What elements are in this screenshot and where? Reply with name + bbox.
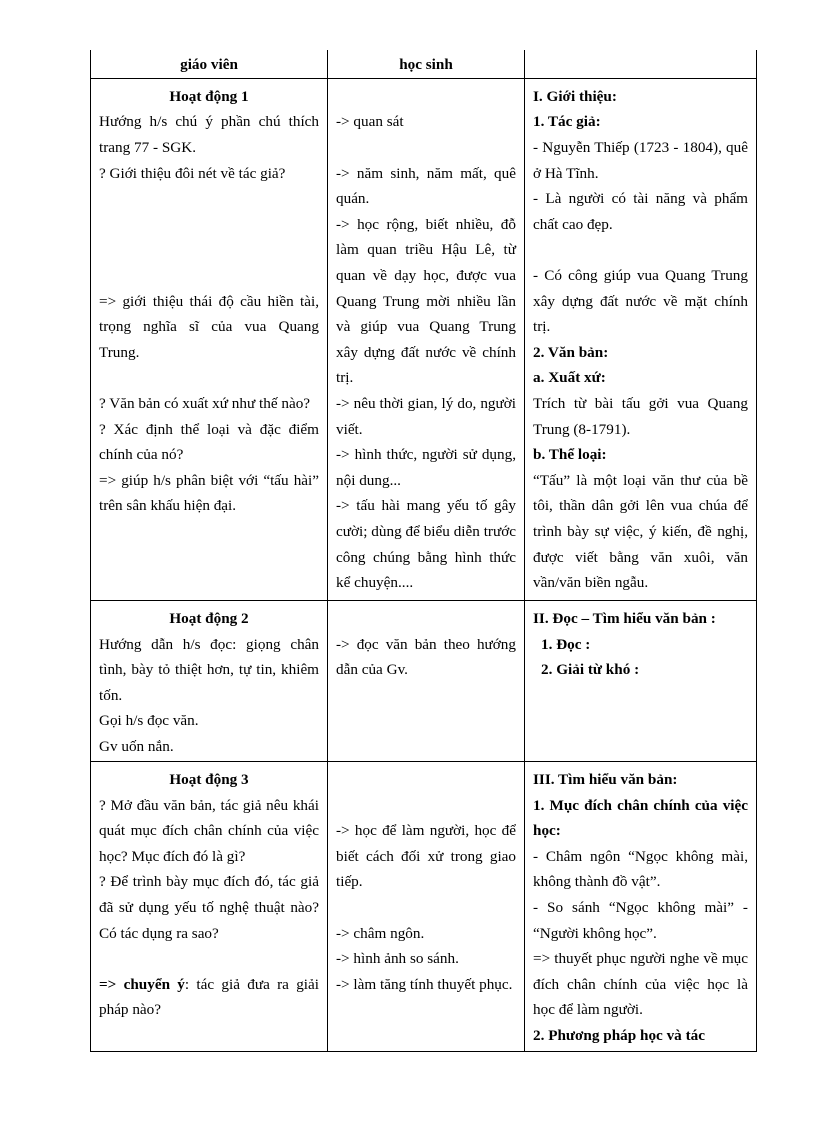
teacher-text: => giới thiệu thái độ cầu hiền tài, trọng nghĩa sĩ của vua Quang Trung. (99, 292, 319, 361)
section-heading: I. Giới thiệu: (533, 87, 617, 105)
teacher-text: ? Xác định thể loại và đặc điểm chính của nó? (99, 420, 319, 464)
content-text: - Châm ngôn “Ngọc không mài, không thành đồ vật”. (533, 847, 748, 891)
subsection-heading: 2. Văn bản: (533, 343, 609, 361)
transition-label: => chuyển ý (99, 975, 185, 993)
subsection-heading: 1. Mục đích chân chính của việc học: (533, 796, 748, 840)
content-cell (525, 601, 757, 762)
student-text: -> hình ảnh so sánh. (336, 950, 459, 968)
content-text: - Có công giúp vua Quang Trung xây dựng đất nước về mặt chính trị. (533, 266, 748, 336)
subsection-heading: 2. Giải từ khó : (541, 661, 640, 679)
teacher-cell (91, 78, 328, 600)
student-cell (328, 78, 525, 600)
table-row (91, 78, 757, 600)
student-text: -> tấu hài mang yếu tố gây cười; dùng để biểu diễn trước công chúng bằng hình thức kể chuyện.... (336, 497, 516, 592)
table-header-row (91, 50, 757, 78)
content-text: Trích từ bài tấu gởi vua Quang Trung (8-1791). (533, 394, 748, 438)
student-text: -> làm tăng tính thuyết phục. (336, 975, 513, 993)
student-text: -> học rộng, biết nhiều, đỗ làm quan triều Hậu Lê, từ quan về dạy học, được vua Quang Trung mời nhiều lần và giúp vua Quang Trung xây dựng đất nước về chính trị. (336, 215, 516, 387)
student-text: -> năm sinh, năm mất, quê quán. (336, 164, 516, 208)
content-text: - Nguyễn Thiếp (1723 - 1804), quê ở Hà Tĩnh. (533, 139, 748, 182)
student-cell (328, 601, 525, 762)
teacher-text: ? Giới thiệu đôi nét về tác giả? (99, 164, 286, 182)
table-row (91, 601, 757, 762)
content-cell (525, 78, 757, 600)
teacher-text: Hướng h/s chú ý phần chú thích trang 77 - SGK. (99, 113, 319, 157)
teacher-text: ? Văn bản có xuất xứ như thế nào? (99, 394, 311, 412)
student-text: -> học để làm người, học để biết cách đối xử trong giao tiếp. (336, 822, 516, 891)
teacher-text: Gọi h/s đọc văn. (99, 712, 199, 730)
subsection-heading: 1. Tác giả: (533, 113, 601, 131)
transition-text: : tác giả đưa ra giải pháp nào? (99, 975, 319, 1019)
content-text: - Là người có tài năng và phẩm chất cao đẹp. (533, 190, 748, 233)
activity-title: Hoạt động 1 (169, 87, 249, 105)
teacher-text: ? Để trình bày mục đích đó, tác giả đã sử dụng yếu tố nghệ thuật nào? Có tác dụng ra sao? (99, 873, 319, 942)
content-text: “Tấu” là một loại văn thư của bề tôi, thần dân gởi lên vua chúa để trình bày sự việc, ý kiến, đề nghị, được viết bằng văn xuôi, văn vần/văn biền ngẫu. (533, 471, 748, 592)
header-student: học sinh (328, 50, 525, 78)
student-text: -> châm ngôn. (336, 924, 425, 942)
subsection-heading: b. Thể loại: (533, 446, 607, 464)
teacher-cell (91, 601, 328, 762)
student-text: -> nêu thời gian, lý do, người viết. (336, 394, 516, 438)
student-text: -> quan sát (336, 113, 404, 131)
activity-title: Hoạt động 3 (169, 771, 249, 788)
student-text: -> đọc văn bản theo hướng dẫn của Gv. (336, 635, 516, 679)
content-text: - So sánh “Ngọc không mài” - “Người không học”. (533, 898, 748, 942)
teacher-text: Hướng dẫn h/s đọc: giọng chân tình, bày tỏ thiệt hơn, tự tin, khiêm tốn. (99, 635, 319, 704)
student-cell (328, 762, 525, 1052)
student-text: -> hình thức, người sử dụng, nội dung... (336, 446, 516, 489)
activity-title: Hoạt động 2 (169, 610, 249, 628)
table-row (91, 762, 757, 1052)
header-content (525, 50, 757, 78)
teacher-text: ? Mở đầu văn bản, tác giả nêu khái quát mục đích chân chính của việc học? Mục đích đó là gì? (99, 796, 319, 865)
header-teacher: giáo viên (91, 50, 328, 78)
section-heading: III. Tìm hiểu văn bản: (533, 771, 678, 788)
teacher-text: => giúp h/s phân biệt với “tấu hài” trên sân khấu hiện đại. (99, 471, 319, 515)
subsection-heading: a. Xuất xứ: (533, 369, 606, 387)
teacher-cell (91, 762, 328, 1052)
content-cell (525, 762, 757, 1052)
subsection-heading: 1. Đọc : (541, 635, 591, 653)
subsection-heading: 2. Phương pháp học và tác (533, 1026, 705, 1044)
content-text: => thuyết phục người nghe về mục đích chân chính của việc học là học để làm người. (533, 950, 748, 1019)
section-heading: II. Đọc – Tìm hiểu văn bản : (533, 610, 716, 628)
teacher-text: Gv uốn nắn. (99, 738, 174, 756)
teacher-text (99, 972, 319, 1023)
lesson-table (90, 50, 757, 1052)
